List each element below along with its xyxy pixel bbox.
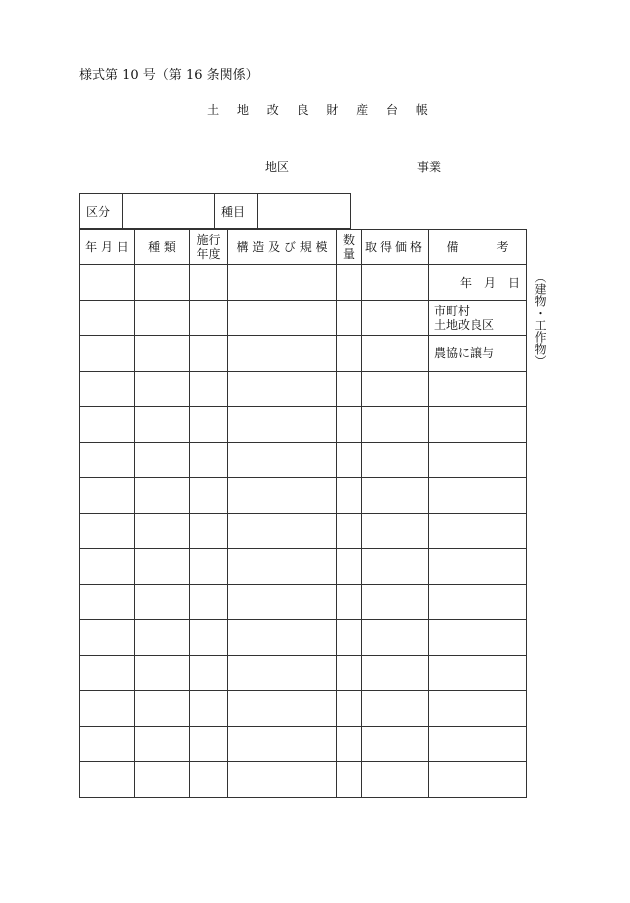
cell[interactable] (228, 336, 337, 372)
table-row (80, 549, 527, 585)
cell[interactable] (362, 300, 429, 336)
cell[interactable] (80, 407, 135, 443)
cell[interactable] (190, 265, 228, 301)
cell[interactable] (80, 478, 135, 514)
cell[interactable] (362, 336, 429, 372)
remarks-municipality: 市町村 (434, 303, 471, 318)
cell[interactable] (190, 726, 228, 762)
kind-label: 種目 (215, 194, 258, 229)
cell[interactable] (80, 655, 135, 691)
cell[interactable] (337, 620, 362, 656)
cell[interactable] (228, 655, 337, 691)
col-quantity (337, 230, 362, 265)
cell[interactable] (362, 407, 429, 443)
cell[interactable] (135, 691, 190, 727)
cell[interactable] (429, 691, 527, 727)
cell[interactable] (429, 407, 527, 443)
district-label: 地区 (265, 160, 290, 174)
cell[interactable] (429, 513, 527, 549)
cell[interactable] (80, 549, 135, 585)
cell[interactable] (337, 442, 362, 478)
cell[interactable] (429, 442, 527, 478)
cell[interactable] (337, 584, 362, 620)
cell[interactable] (337, 655, 362, 691)
cell[interactable] (362, 513, 429, 549)
table-row (80, 691, 527, 727)
cell[interactable] (429, 762, 527, 798)
cell[interactable] (429, 620, 527, 656)
cell[interactable] (135, 336, 190, 372)
cell[interactable] (80, 513, 135, 549)
cell[interactable] (190, 442, 228, 478)
cell[interactable] (190, 549, 228, 585)
col-date: 年 月 日 (80, 230, 135, 265)
cell[interactable] (362, 726, 429, 762)
cell[interactable] (135, 584, 190, 620)
cell[interactable] (80, 726, 135, 762)
business-label: 事業 (417, 160, 442, 174)
col-remarks (429, 230, 527, 265)
cell[interactable] (190, 407, 228, 443)
cell[interactable] (362, 762, 429, 798)
cell[interactable] (337, 549, 362, 585)
cell[interactable] (135, 478, 190, 514)
table-row (80, 726, 527, 762)
cell[interactable] (337, 762, 362, 798)
cell[interactable] (362, 442, 429, 478)
cell[interactable] (228, 442, 337, 478)
cell[interactable] (429, 584, 527, 620)
table-row (80, 371, 527, 407)
cell[interactable] (135, 620, 190, 656)
cell[interactable] (337, 691, 362, 727)
cell[interactable] (80, 691, 135, 727)
cell[interactable] (190, 336, 228, 372)
cell[interactable] (80, 265, 135, 301)
cell[interactable] (190, 762, 228, 798)
cell[interactable] (80, 762, 135, 798)
header-row (80, 230, 527, 265)
cell[interactable] (337, 513, 362, 549)
cell[interactable] (190, 620, 228, 656)
cell[interactable] (228, 478, 337, 514)
cell[interactable] (135, 726, 190, 762)
remarks-transfer: 農協に譲与 (429, 336, 527, 372)
cell[interactable] (135, 513, 190, 549)
table-row (80, 478, 527, 514)
cell[interactable] (190, 655, 228, 691)
table-row (80, 442, 527, 478)
table-row (80, 265, 527, 301)
cell[interactable] (80, 442, 135, 478)
cell[interactable] (362, 655, 429, 691)
form-number: 様式第 10 号（第 16 条関係） (79, 68, 259, 83)
category-kind-table (79, 193, 351, 229)
kind-value[interactable] (258, 194, 351, 229)
remarks-date: 年 月 日 (429, 265, 527, 301)
cell[interactable] (362, 691, 429, 727)
remarks-recipient (429, 300, 527, 336)
cell[interactable] (362, 371, 429, 407)
cell[interactable] (135, 655, 190, 691)
col-fiscal-year-line2: 年度 (196, 247, 221, 261)
cell[interactable] (228, 407, 337, 443)
cell[interactable] (429, 371, 527, 407)
cell[interactable] (228, 265, 337, 301)
table-row (80, 407, 527, 443)
table-row (80, 762, 527, 798)
table-row (80, 620, 527, 656)
table-row (80, 655, 527, 691)
cell[interactable] (228, 726, 337, 762)
cell[interactable] (228, 513, 337, 549)
table-row (80, 513, 527, 549)
col-structure: 構 造 及 び 規 模 (228, 230, 337, 265)
cell[interactable] (228, 762, 337, 798)
cell[interactable] (80, 371, 135, 407)
cell[interactable] (135, 407, 190, 443)
cell[interactable] (228, 620, 337, 656)
cell[interactable] (135, 300, 190, 336)
category-value[interactable] (123, 194, 215, 229)
table-row (80, 584, 527, 620)
cell[interactable] (429, 478, 527, 514)
col-quantity-line2: 量 (342, 247, 355, 261)
cell[interactable] (429, 655, 527, 691)
page-title: 土 地 改 良 財 産 台 帳 (207, 103, 435, 117)
cell[interactable] (80, 584, 135, 620)
cell[interactable] (80, 336, 135, 372)
cell[interactable] (337, 407, 362, 443)
cell[interactable] (135, 371, 190, 407)
col-remarks-a: 備 (446, 240, 459, 254)
cell[interactable] (337, 478, 362, 514)
cell[interactable] (190, 584, 228, 620)
category-label: 区分 (80, 194, 123, 229)
cell[interactable] (190, 478, 228, 514)
cell[interactable] (135, 442, 190, 478)
cell[interactable] (228, 371, 337, 407)
cell[interactable] (190, 300, 228, 336)
cell[interactable] (337, 371, 362, 407)
cell[interactable] (80, 300, 135, 336)
cell[interactable] (190, 691, 228, 727)
cell[interactable] (362, 620, 429, 656)
side-note: （建物・工作物） (533, 271, 547, 367)
cell[interactable] (362, 549, 429, 585)
cell[interactable] (337, 336, 362, 372)
cell[interactable] (429, 549, 527, 585)
cell[interactable] (337, 726, 362, 762)
table-row (80, 336, 527, 372)
cell[interactable] (362, 584, 429, 620)
col-quantity-line1: 数 (342, 233, 355, 247)
cell[interactable] (228, 691, 337, 727)
remarks-district-office: 土地改良区 (434, 317, 495, 332)
cell[interactable] (228, 300, 337, 336)
col-fiscal-year-line1: 施行 (196, 233, 221, 247)
cell[interactable] (190, 371, 228, 407)
cell[interactable] (429, 726, 527, 762)
ledger-table (79, 229, 527, 798)
cell[interactable] (337, 265, 362, 301)
col-remarks-b: 考 (496, 240, 509, 254)
cell[interactable] (80, 620, 135, 656)
cell[interactable] (228, 584, 337, 620)
col-fiscal-year (190, 230, 228, 265)
cell[interactable] (362, 265, 429, 301)
cell[interactable] (228, 549, 337, 585)
cell[interactable] (135, 762, 190, 798)
table-row (80, 300, 527, 336)
cell[interactable] (135, 549, 190, 585)
cell[interactable] (362, 478, 429, 514)
cell[interactable] (190, 513, 228, 549)
col-price: 取得価格 (362, 230, 429, 265)
cell[interactable] (135, 265, 190, 301)
cell[interactable] (337, 300, 362, 336)
col-type: 種 類 (135, 230, 190, 265)
